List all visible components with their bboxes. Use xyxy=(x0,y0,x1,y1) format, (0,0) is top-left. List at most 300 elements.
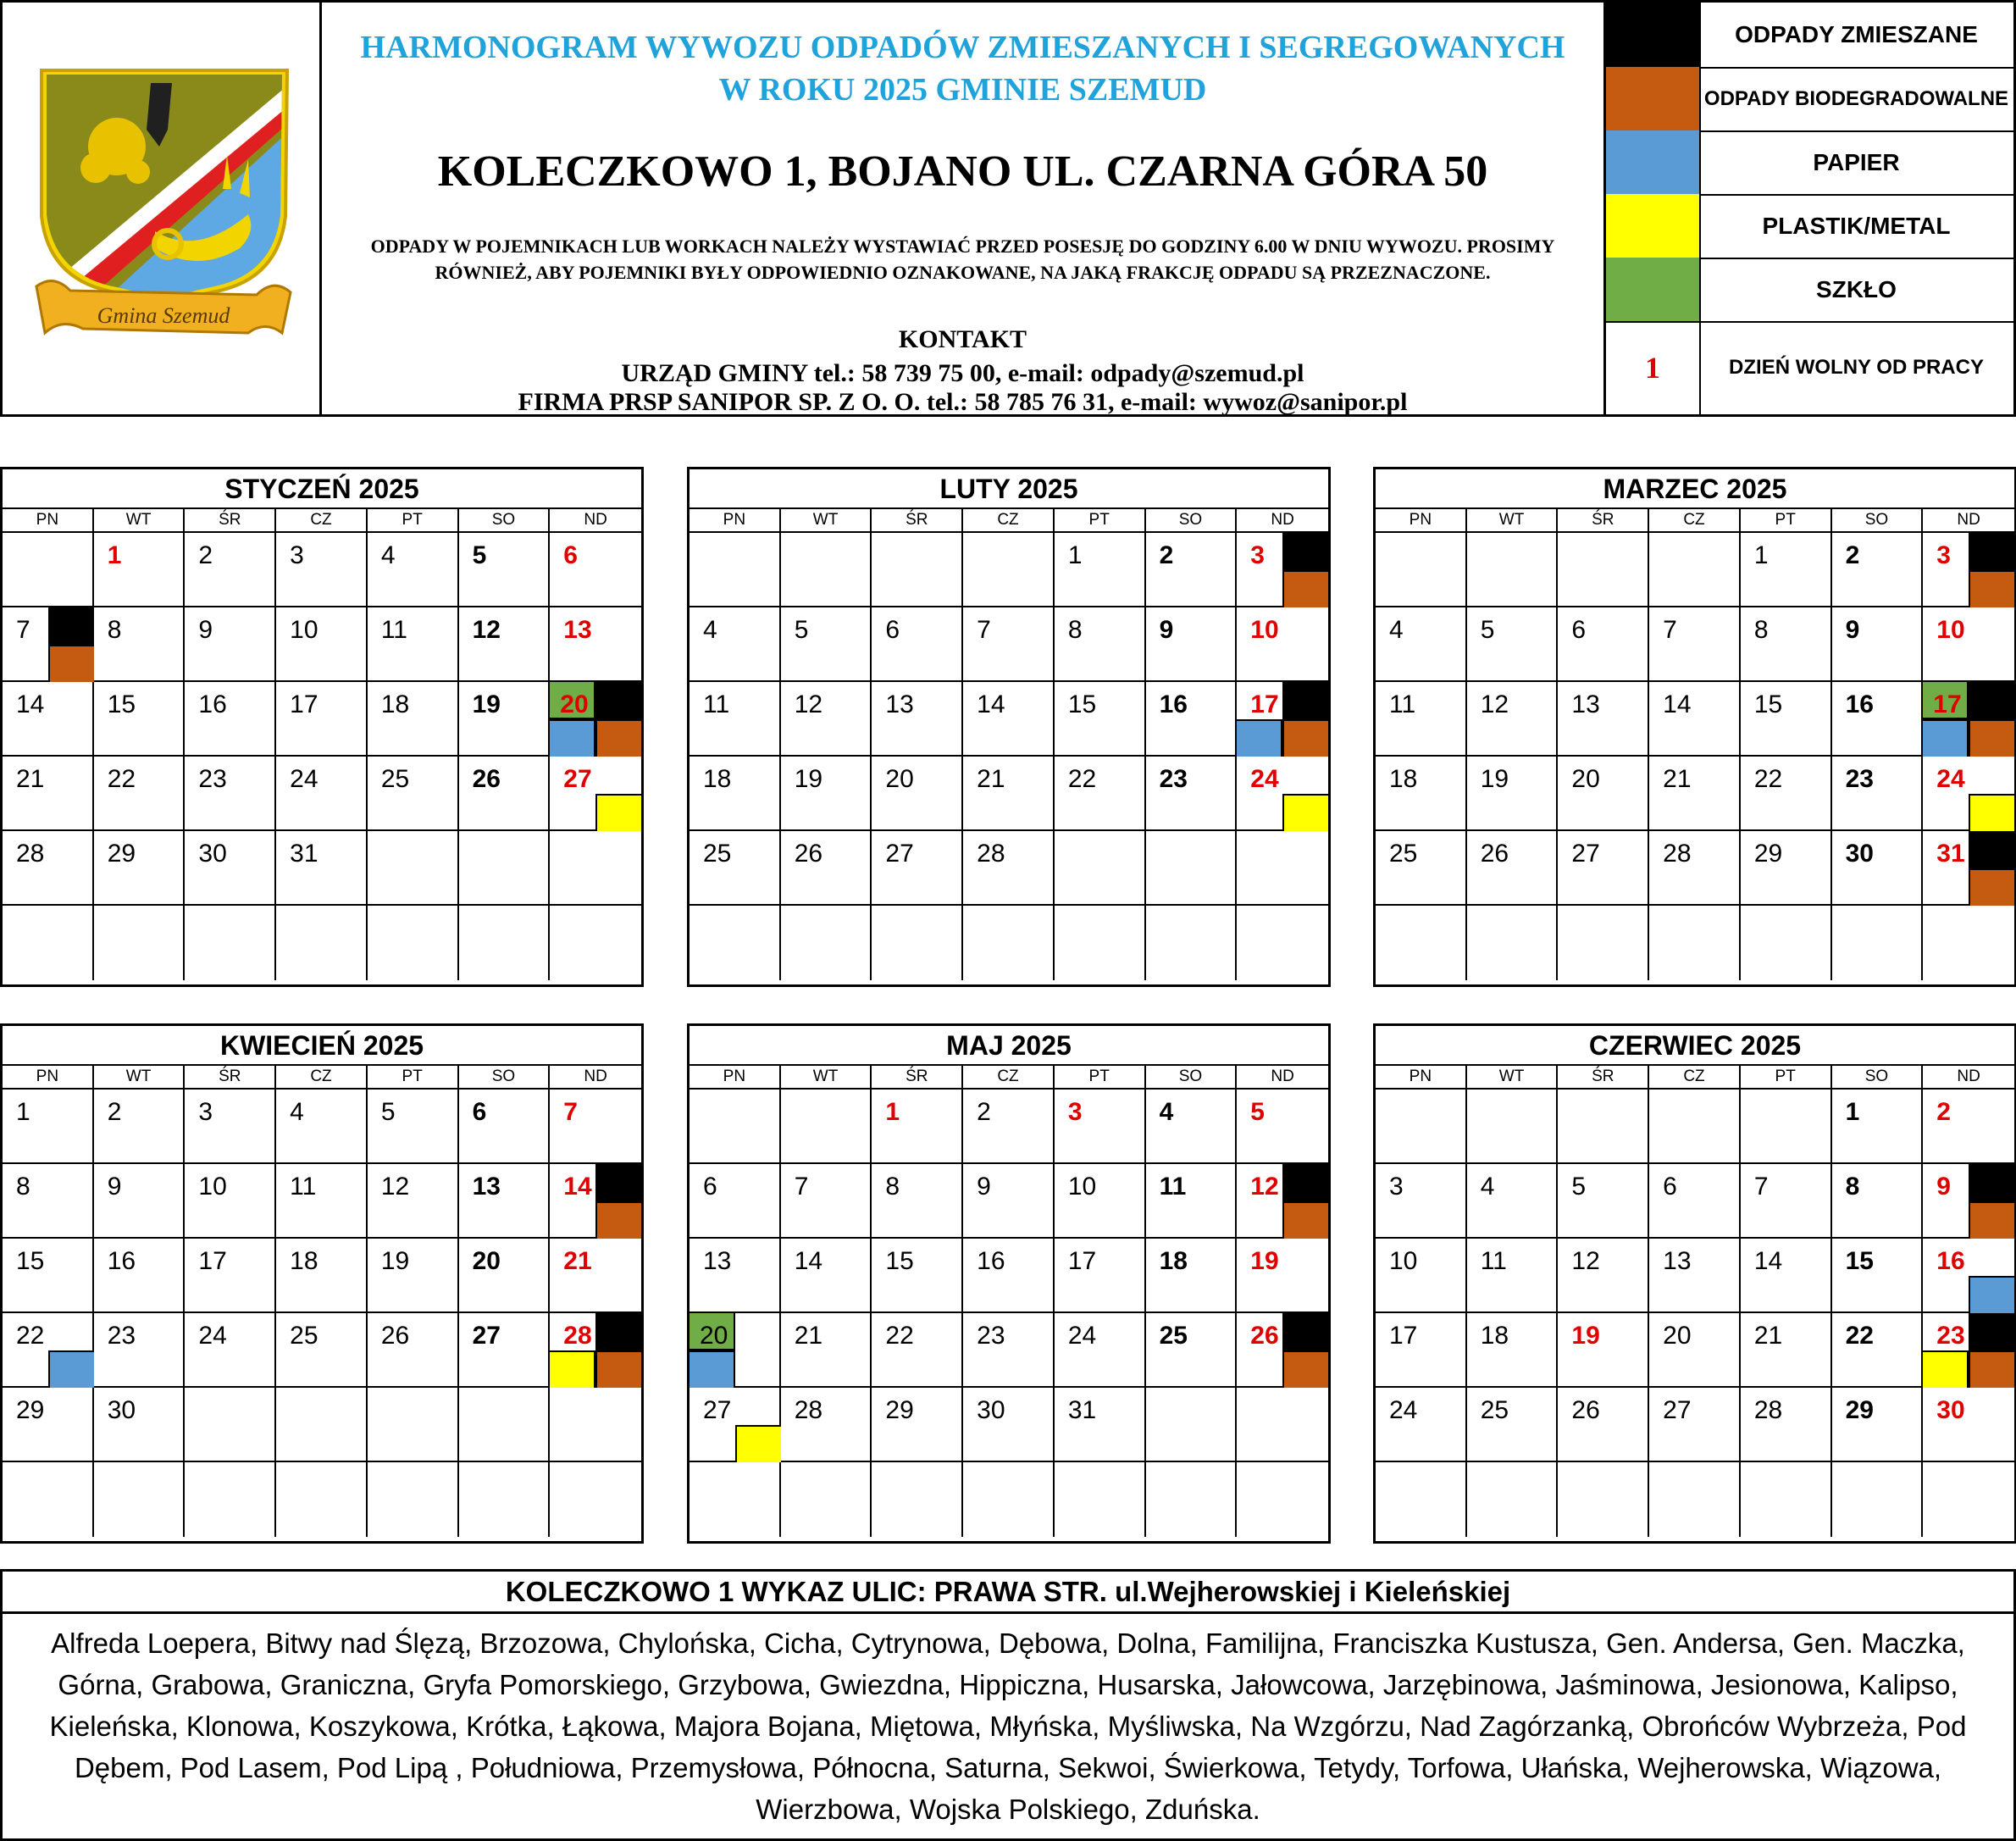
day-cell xyxy=(276,1090,368,1164)
day-cell xyxy=(94,757,186,831)
day-cell xyxy=(690,533,781,607)
day-number: 1 xyxy=(1067,541,1083,569)
day-number: 1 xyxy=(107,541,122,569)
day-cell xyxy=(459,757,551,831)
day-cell xyxy=(1649,1090,1741,1164)
day-cell xyxy=(1741,1313,1832,1388)
day-number: 26 xyxy=(794,840,823,868)
plastic-pickup-mark xyxy=(1969,794,2014,831)
day-cell xyxy=(781,1462,872,1537)
day-number: 15 xyxy=(1067,690,1097,718)
month-calendar xyxy=(1373,1023,2016,1544)
day-cell xyxy=(1055,1239,1146,1313)
day-cell xyxy=(185,1164,276,1239)
day-cell xyxy=(1558,682,1649,757)
day-number: 17 xyxy=(198,1247,227,1275)
day-cell xyxy=(276,1164,368,1239)
weekday-label: WT xyxy=(781,1066,872,1088)
day-number: 5 xyxy=(1480,616,1495,644)
day-number: 31 xyxy=(1936,840,1965,868)
weekday-label: CZ xyxy=(1649,1066,1741,1088)
day-cell xyxy=(1467,906,1559,980)
logo-text: Gmina Szemud xyxy=(97,303,230,328)
day-cell xyxy=(276,831,368,906)
day-number: 23 xyxy=(1159,765,1188,793)
day-cell xyxy=(963,682,1055,757)
day-cell xyxy=(872,1239,963,1313)
day-cell xyxy=(1649,1462,1741,1537)
day-cell xyxy=(1832,1239,1924,1313)
day-cell xyxy=(1649,1313,1741,1388)
day-cell xyxy=(3,1313,94,1388)
day-number: 23 xyxy=(1845,765,1874,793)
mixed-pickup-mark xyxy=(1969,831,2014,868)
day-number: 10 xyxy=(198,1173,227,1201)
day-number: 10 xyxy=(1389,1247,1418,1275)
day-number: 2 xyxy=(198,541,213,569)
day-number: 8 xyxy=(16,1173,30,1201)
day-cell xyxy=(781,1164,872,1239)
day-number: 7 xyxy=(16,616,30,644)
day-cell xyxy=(1649,682,1741,757)
day-number: 16 xyxy=(1936,1247,1965,1275)
mixed-pickup-mark xyxy=(48,607,94,645)
weekday-label: WT xyxy=(781,509,872,531)
day-grid xyxy=(690,1090,1328,1541)
day-cell xyxy=(1237,906,1328,980)
day-cell xyxy=(1467,1388,1559,1462)
day-cell xyxy=(1649,1239,1741,1313)
day-number: 15 xyxy=(885,1247,914,1275)
day-cell xyxy=(459,906,551,980)
day-number: 5 xyxy=(1250,1098,1265,1126)
day-cell xyxy=(1467,1164,1559,1239)
weekday-label: SO xyxy=(1832,509,1924,531)
day-cell xyxy=(1558,533,1649,607)
day-cell xyxy=(94,1388,186,1462)
day-cell xyxy=(690,1313,781,1388)
day-cell xyxy=(1376,682,1467,757)
mixed-pickup-mark xyxy=(1282,533,1328,570)
logo-cell xyxy=(3,3,322,414)
day-cell xyxy=(963,1090,1055,1164)
day-cell xyxy=(185,1388,276,1462)
day-cell xyxy=(690,682,781,757)
day-cell xyxy=(1146,1388,1238,1462)
day-number: 3 xyxy=(1250,541,1265,569)
day-number: 12 xyxy=(1250,1173,1279,1201)
day-cell xyxy=(963,757,1055,831)
day-cell xyxy=(94,607,186,682)
day-cell xyxy=(368,757,459,831)
legend-bio xyxy=(1606,67,2013,132)
day-number: 18 xyxy=(290,1247,318,1275)
day-cell xyxy=(872,1462,963,1537)
day-number: 16 xyxy=(198,690,227,718)
day-cell xyxy=(1741,1239,1832,1313)
day-cell xyxy=(1558,1164,1649,1239)
bio-pickup-mark xyxy=(48,645,94,682)
month-calendar xyxy=(687,467,1331,987)
weekday-label: PN xyxy=(690,509,781,531)
day-cell xyxy=(276,1388,368,1462)
day-cell xyxy=(368,1462,459,1537)
day-number: 14 xyxy=(977,690,1005,718)
day-number: 17 xyxy=(1250,690,1279,718)
day-cell xyxy=(459,682,551,757)
day-cell xyxy=(1376,1090,1467,1164)
day-cell xyxy=(781,757,872,831)
day-cell xyxy=(1055,533,1146,607)
day-number: 4 xyxy=(1389,616,1404,644)
weekday-label: CZ xyxy=(963,1066,1055,1088)
paper-pickup-mark xyxy=(48,1350,94,1388)
day-number: 20 xyxy=(472,1247,501,1275)
day-cell xyxy=(963,1388,1055,1462)
day-cell xyxy=(459,1462,551,1537)
day-number: 5 xyxy=(380,1098,396,1126)
day-cell xyxy=(1832,533,1924,607)
day-number: 29 xyxy=(107,840,136,868)
plastic-pickup-mark xyxy=(550,1350,595,1388)
paper-pickup-mark xyxy=(690,1350,735,1388)
day-cell xyxy=(550,906,641,980)
day-number: 1 xyxy=(885,1098,900,1126)
mixed-pickup-mark xyxy=(1282,1313,1328,1350)
day-cell xyxy=(3,757,94,831)
day-number: 13 xyxy=(472,1173,501,1201)
day-number: 28 xyxy=(16,840,45,868)
weekday-label: ŚR xyxy=(1558,509,1649,531)
day-cell xyxy=(781,906,872,980)
day-cell xyxy=(1237,1164,1328,1239)
weekday-label: ND xyxy=(584,1067,607,1085)
day-cell xyxy=(94,682,186,757)
day-number: 18 xyxy=(703,765,732,793)
weekday-header xyxy=(1376,509,2014,533)
day-cell xyxy=(368,1313,459,1388)
day-number: 19 xyxy=(380,1247,410,1275)
weekday-label: ŚR xyxy=(872,509,963,531)
day-cell xyxy=(872,1313,963,1388)
day-number: 24 xyxy=(290,765,318,793)
month-calendar xyxy=(1373,467,2016,987)
day-cell xyxy=(94,831,186,906)
day-cell xyxy=(1376,1388,1467,1462)
day-cell xyxy=(1467,757,1559,831)
schedule-title-line2: W ROKU 2025 GMINIE SZEMUD xyxy=(718,72,1207,108)
day-grid xyxy=(1376,1090,2014,1541)
day-cell xyxy=(872,1090,963,1164)
weekday-label: PN xyxy=(1376,509,1467,531)
day-cell xyxy=(1923,1462,2014,1537)
day-number: 18 xyxy=(1389,765,1418,793)
day-number: 21 xyxy=(16,765,45,793)
day-cell xyxy=(781,1388,872,1462)
schedule-header xyxy=(0,0,2016,417)
day-cell xyxy=(1055,1462,1146,1537)
day-cell xyxy=(1741,831,1832,906)
day-number: 21 xyxy=(563,1247,592,1275)
day-number: 19 xyxy=(794,765,823,793)
bio-pickup-mark xyxy=(1969,719,2014,757)
legend-swatch xyxy=(1606,67,1701,130)
day-cell xyxy=(1055,607,1146,682)
day-cell xyxy=(1923,1090,2014,1164)
day-number: 28 xyxy=(1663,840,1692,868)
gmina-coat-of-arms-icon xyxy=(3,3,322,414)
month-title: STYCZEŃ 2025 xyxy=(3,469,641,509)
day-number: 9 xyxy=(1845,616,1860,644)
day-cell xyxy=(1146,1462,1238,1537)
day-cell xyxy=(1649,1388,1741,1462)
day-number: 2 xyxy=(977,1098,991,1126)
day-cell xyxy=(963,1164,1055,1239)
legend-paper xyxy=(1606,130,2013,196)
day-number: 17 xyxy=(1933,690,1962,718)
day-number: 15 xyxy=(16,1247,45,1275)
day-number: 29 xyxy=(1845,1396,1874,1424)
day-number: 2 xyxy=(1845,541,1860,569)
day-number: 11 xyxy=(290,1173,317,1201)
day-cell xyxy=(1146,533,1238,607)
bio-pickup-mark xyxy=(1969,868,2014,906)
day-cell xyxy=(872,1388,963,1462)
day-number: 1 xyxy=(16,1098,30,1126)
day-number: 27 xyxy=(563,765,592,793)
day-cell xyxy=(550,1313,641,1388)
day-number: 3 xyxy=(290,541,304,569)
day-number: 3 xyxy=(198,1098,213,1126)
day-cell xyxy=(963,1239,1055,1313)
day-cell xyxy=(459,1313,551,1388)
day-cell xyxy=(550,1164,641,1239)
day-number: 11 xyxy=(1389,690,1416,718)
day-cell xyxy=(1237,757,1328,831)
legend-holiday xyxy=(1606,321,2013,414)
weekday-label: SO xyxy=(459,1066,551,1088)
day-cell xyxy=(1832,831,1924,906)
day-number: 30 xyxy=(1936,1396,1965,1424)
weekday-label: SO xyxy=(1146,509,1238,531)
weekday-label: CZ xyxy=(276,1066,368,1088)
day-cell xyxy=(550,533,641,607)
day-cell xyxy=(1055,1388,1146,1462)
day-number: 21 xyxy=(977,765,1005,793)
weekday-label: PT xyxy=(1741,509,1832,531)
day-number: 26 xyxy=(472,765,501,793)
day-number: 26 xyxy=(1480,840,1509,868)
day-cell xyxy=(963,1313,1055,1388)
weekday-label: PN xyxy=(1376,1066,1467,1088)
weekday-label: PT xyxy=(368,1066,459,1088)
weekday-label: WT xyxy=(1467,509,1559,531)
weekday-label: PN xyxy=(3,1066,94,1088)
legend-mixed xyxy=(1606,3,2013,69)
day-cell xyxy=(94,1462,186,1537)
month-title: CZERWIEC 2025 xyxy=(1376,1026,2014,1066)
day-cell xyxy=(550,831,641,906)
instructions-note: ODPADY W POJEMNIKACH LUB WORKACH NALEŻY WYSTAWIAĆ PRZED POSESJĘ DO GODZINY 6.00 W DNIU WYWOZU. PROSIMY RÓWNIEŻ, ABY POJEMNIKI BYŁY ODPOWIEDNIO OZNAKOWANE, NA JAKĄ FRAKCJĘ ODPADU SĄ PRZEZNACZONE. xyxy=(370,236,1555,283)
waste-legend xyxy=(1606,3,2013,414)
day-number: 25 xyxy=(1159,1322,1188,1350)
day-number: 3 xyxy=(1389,1173,1404,1201)
day-cell xyxy=(1055,757,1146,831)
day-grid xyxy=(1376,533,2014,984)
day-cell xyxy=(1923,607,2014,682)
day-number: 9 xyxy=(107,1173,122,1201)
day-cell xyxy=(1741,1388,1832,1462)
weekday-label: SO xyxy=(1146,1066,1238,1088)
day-number: 3 xyxy=(1067,1098,1083,1126)
day-number: 18 xyxy=(1159,1247,1188,1275)
day-cell xyxy=(1832,1388,1924,1462)
day-number: 8 xyxy=(1067,616,1083,644)
day-cell xyxy=(1923,757,2014,831)
legend-label: ODPADY ZMIESZANE xyxy=(1735,21,1978,47)
weekday-header xyxy=(690,1066,1328,1090)
day-number: 14 xyxy=(1663,690,1692,718)
day-cell xyxy=(1237,831,1328,906)
legend-label: SZKŁO xyxy=(1816,275,1897,302)
day-cell xyxy=(550,1388,641,1462)
bio-pickup-mark xyxy=(595,1350,641,1388)
day-cell xyxy=(781,607,872,682)
bio-pickup-mark xyxy=(1282,570,1328,607)
day-number: 4 xyxy=(703,616,717,644)
day-number: 12 xyxy=(794,690,823,718)
day-grid xyxy=(690,533,1328,984)
day-number: 20 xyxy=(1663,1322,1692,1350)
street-list: Alfreda Loepera, Bitwy nad Ślęzą, Brzozowa, Chylońska, Cicha, Cytrynowa, Dębowa, Dolna, Familijna, Franciszka Kustusza, Gen. Andersa, Gen. Maczka, Górna, Grabowa, Graniczna, Gryfa Pomorskiego, Grzybowa, Gwiezdna, Hippiczna, Husarska, Jałowcowa, Jarzębinowa, Jaśminowa, Jesionowa, Kalipso, Kieleńska, Klonowa, Koszykowa, Krótka, Łąkowa, Majora Bojana, Miętowa, Młyńska, Myśliwska, Na Wzgórzu, Nad Zagórzanką, Obrońców Wybrzeża, Pod Dębem, Pod Lasem, Pod Lipą , Południowa, Przemysłowa, Północna, Saturna, Sekwoi, Świerkowa, Tetydy, Torfowa, Ułańska, Wejherowska, Wiązowa, Wierzbowa, Wojska Polskiego, Zduńska. xyxy=(49,1628,1967,1825)
weekday-label: ŚR xyxy=(1558,1066,1649,1088)
day-cell xyxy=(690,1388,781,1462)
day-cell xyxy=(1832,1164,1924,1239)
day-cell xyxy=(1558,607,1649,682)
day-cell xyxy=(1649,757,1741,831)
day-number: 23 xyxy=(198,765,227,793)
day-cell xyxy=(185,1313,276,1388)
day-number: 6 xyxy=(885,616,900,644)
paper-pickup-mark xyxy=(1923,719,1969,757)
day-number: 11 xyxy=(703,690,730,718)
day-cell xyxy=(550,607,641,682)
day-cell xyxy=(1237,533,1328,607)
day-cell xyxy=(1237,682,1328,757)
day-cell xyxy=(550,1462,641,1537)
day-number: 28 xyxy=(1753,1396,1783,1424)
day-number: 8 xyxy=(1753,616,1769,644)
day-cell xyxy=(550,682,641,757)
weekday-label: PN xyxy=(690,1066,781,1088)
day-cell xyxy=(276,1462,368,1537)
bio-pickup-mark xyxy=(595,1201,641,1239)
day-cell xyxy=(1055,906,1146,980)
bio-pickup-mark xyxy=(1282,1350,1328,1388)
contact-office: URZĄD GMINY tel.: 58 739 75 00, e-mail: odpady@szemud.pl xyxy=(621,359,1304,387)
day-cell xyxy=(3,831,94,906)
day-cell xyxy=(459,533,551,607)
day-number: 27 xyxy=(472,1322,501,1350)
day-number: 9 xyxy=(1159,616,1174,644)
day-number: 16 xyxy=(107,1247,136,1275)
day-cell xyxy=(1146,1090,1238,1164)
day-cell xyxy=(459,1239,551,1313)
day-number: 26 xyxy=(1571,1396,1600,1424)
day-number: 31 xyxy=(290,840,318,868)
day-number: 15 xyxy=(1845,1247,1874,1275)
day-number: 8 xyxy=(885,1173,900,1201)
day-cell xyxy=(1146,906,1238,980)
day-number: 20 xyxy=(1571,765,1600,793)
weekday-label: ŚR xyxy=(872,1066,963,1088)
day-number: 12 xyxy=(380,1173,410,1201)
day-cell xyxy=(3,1388,94,1462)
day-cell xyxy=(1376,757,1467,831)
day-number: 18 xyxy=(1480,1322,1509,1350)
day-cell xyxy=(1376,607,1467,682)
day-number: 17 xyxy=(290,690,318,718)
day-cell xyxy=(276,682,368,757)
day-number: 13 xyxy=(1663,1247,1692,1275)
day-number: 14 xyxy=(794,1247,823,1275)
day-cell xyxy=(1741,682,1832,757)
day-grid xyxy=(3,533,641,984)
day-cell xyxy=(185,533,276,607)
day-cell xyxy=(276,607,368,682)
day-number: 25 xyxy=(290,1322,318,1350)
day-cell xyxy=(1146,1239,1238,1313)
day-cell xyxy=(368,831,459,906)
day-cell xyxy=(1741,1462,1832,1537)
day-number: 18 xyxy=(380,690,410,718)
contact-company: FIRMA PRSP SANIPOR SP. Z O. O. tel.: 58 785 76 31, e-mail: wywoz@sanipor.pl xyxy=(518,388,1408,416)
day-number: 6 xyxy=(472,1098,487,1126)
day-cell xyxy=(872,1164,963,1239)
weekday-label: CZ xyxy=(276,509,368,531)
day-number: 4 xyxy=(380,541,396,569)
day-cell xyxy=(1832,607,1924,682)
day-number: 11 xyxy=(1480,1247,1507,1275)
day-cell xyxy=(1832,1462,1924,1537)
day-cell xyxy=(1649,533,1741,607)
weekday-label: ŚR xyxy=(185,509,276,531)
day-cell xyxy=(690,607,781,682)
legend-label: PLASTIK/METAL xyxy=(1762,212,1951,239)
day-cell xyxy=(368,1388,459,1462)
day-cell xyxy=(1237,1462,1328,1537)
day-number: 30 xyxy=(198,840,227,868)
day-cell xyxy=(276,533,368,607)
day-number: 3 xyxy=(1936,541,1951,569)
paper-pickup-mark xyxy=(1237,719,1282,757)
day-cell xyxy=(781,1239,872,1313)
day-cell xyxy=(1467,533,1559,607)
day-number: 24 xyxy=(198,1322,227,1350)
day-cell xyxy=(3,1462,94,1537)
day-cell xyxy=(185,1090,276,1164)
day-number: 26 xyxy=(1250,1322,1279,1350)
plastic-pickup-mark xyxy=(1282,794,1328,831)
day-cell xyxy=(550,1090,641,1164)
legend-glass xyxy=(1606,258,2013,323)
day-cell xyxy=(1376,1164,1467,1239)
day-cell xyxy=(1558,1090,1649,1164)
day-cell xyxy=(1558,757,1649,831)
location-title: KOLECZKOWO 1, BOJANO UL. CZARNA GÓRA 50 xyxy=(437,147,1488,196)
day-cell xyxy=(1467,1462,1559,1537)
weekday-label: ND xyxy=(1271,511,1294,529)
